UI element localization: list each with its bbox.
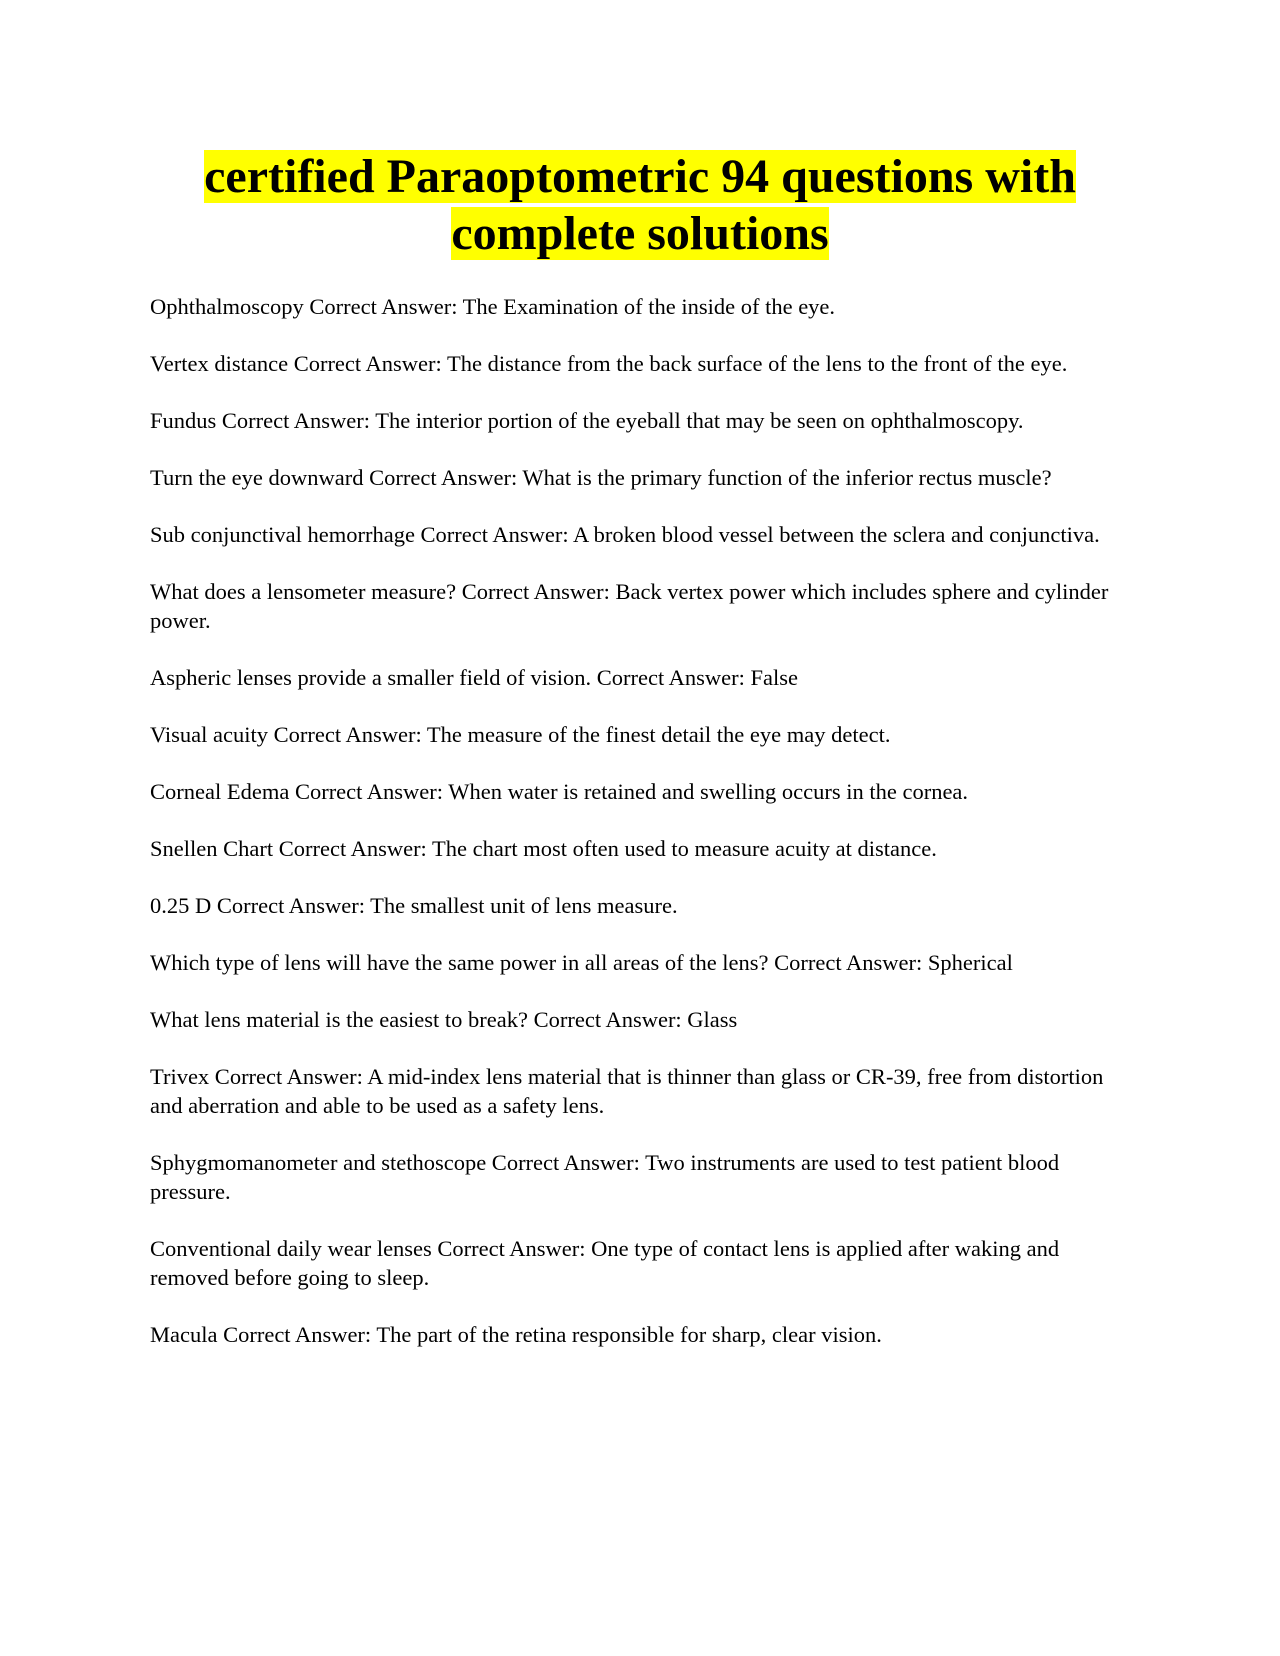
qa-item: What does a lensometer measure? Correct Answer: Back vertex power which includes sphere and cylinder power. (150, 579, 1109, 633)
qa-item: Trivex Correct Answer: A mid-index lens material that is thinner than glass or CR-39, free from distortion and aberration and able to be used as a safety lens. (150, 1064, 1104, 1118)
document-title-text: certified Paraoptometric 94 questions with complete solutions (204, 150, 1076, 260)
qa-list (150, 292, 1130, 1377)
qa-item: Which type of lens will have the same power in all areas of the lens? Correct Answer: Spherical (150, 950, 1013, 975)
qa-item: What lens material is the easiest to break? Correct Answer: Glass (150, 1007, 738, 1032)
qa-item: Vertex distance Correct Answer: The distance from the back surface of the lens to the front of the eye. (150, 351, 1068, 376)
qa-item: Snellen Chart Correct Answer: The chart most often used to measure acuity at distance. (150, 836, 937, 861)
qa-item: Sub conjunctival hemorrhage Correct Answer: A broken blood vessel between the sclera and conjunctiva. (150, 522, 1100, 547)
qa-item: Aspheric lenses provide a smaller field of vision. Correct Answer: False (150, 665, 798, 690)
qa-item: Visual acuity Correct Answer: The measure of the finest detail the eye may detect. (150, 722, 891, 747)
qa-item: Macula Correct Answer: The part of the retina responsible for sharp, clear vision. (150, 1322, 882, 1347)
document-title (150, 148, 1130, 262)
qa-item: Turn the eye downward Correct Answer: What is the primary function of the inferior rectus muscle? (150, 465, 1052, 490)
qa-item: Ophthalmoscopy Correct Answer: The Examination of the inside of the eye. (150, 294, 836, 319)
qa-item: Conventional daily wear lenses Correct Answer: One type of contact lens is applied after waking and removed before going to sleep. (150, 1236, 1060, 1290)
qa-item: Fundus Correct Answer: The interior portion of the eyeball that may be seen on ophthalmoscopy. (150, 408, 1024, 433)
qa-item: Corneal Edema Correct Answer: When water is retained and swelling occurs in the cornea. (150, 779, 969, 804)
qa-item: 0.25 D Correct Answer: The smallest unit of lens measure. (150, 893, 678, 918)
qa-item: Sphygmomanometer and stethoscope Correct Answer: Two instruments are used to test patient blood pressure. (150, 1150, 1060, 1204)
